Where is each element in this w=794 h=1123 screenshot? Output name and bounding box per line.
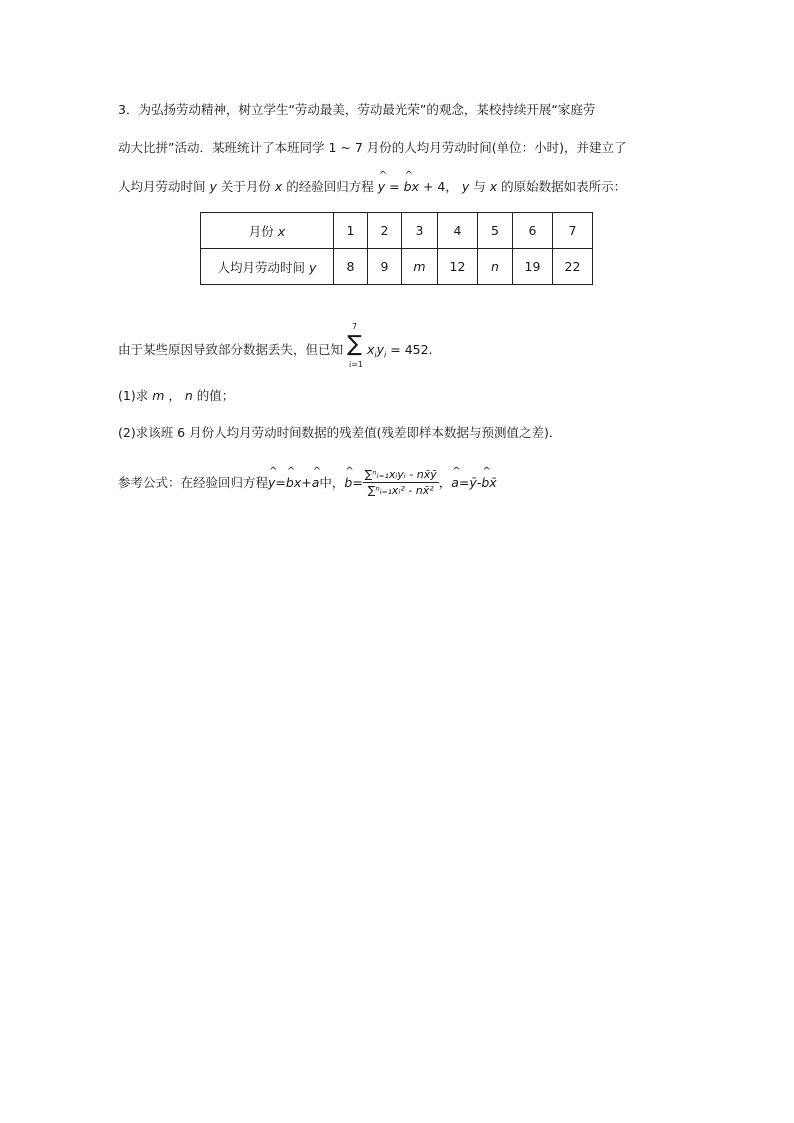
table-cell: 1 — [334, 213, 368, 249]
table-cell: 9 — [368, 249, 402, 285]
fraction — [363, 468, 439, 497]
a-hat: ^ a — [451, 475, 459, 490]
var-y: y — [309, 259, 317, 275]
separator: ， — [438, 475, 452, 490]
sum-body — [366, 342, 433, 360]
minus: - — [476, 474, 482, 490]
question-1 — [118, 386, 234, 404]
var-y: y — [461, 179, 470, 194]
table-cell: 2 — [368, 213, 402, 249]
var-x: x — [489, 179, 498, 194]
b-hat: ^ b — [481, 475, 489, 490]
problem-line-3 — [118, 177, 626, 195]
table-cell: 4 — [438, 213, 478, 249]
table-header-cell — [201, 249, 334, 285]
x-bar: x̄ — [489, 474, 497, 490]
question-2: (2)求该班 6 月份人均月劳动时间数据的残差值(残差即样本数据与预测值之差)． — [118, 425, 562, 440]
text-segment: 的原始数据如表所示： — [501, 179, 627, 194]
text-segment: 中， — [319, 475, 345, 490]
problem-line-2: 动大比拼”活动．某班统计了本班同学 1 ~ 7 月份的人均月劳动时间(单位：小时)，并建立了 — [118, 140, 627, 155]
var-x: x — [366, 342, 375, 357]
known-line — [118, 322, 433, 372]
b-hat: ^ b — [404, 179, 412, 194]
summation — [347, 322, 363, 368]
equals: = — [389, 179, 400, 194]
text-segment: 关于月份 — [220, 179, 271, 194]
y-bar: ȳ — [469, 474, 477, 490]
var-y: y — [209, 179, 217, 194]
var-x: x — [411, 179, 419, 194]
table-row — [201, 213, 593, 249]
row-label: 人均月劳动时间 — [217, 259, 306, 275]
equals: = — [458, 474, 470, 490]
data-table — [200, 212, 593, 285]
text-segment: 的值； — [196, 388, 235, 403]
text-segment: 人均月劳动时间 — [118, 179, 206, 194]
plus: + — [301, 474, 312, 490]
table-cell: m — [402, 249, 438, 285]
text-segment: (1)求 — [118, 388, 149, 403]
var-x: x — [293, 474, 302, 490]
b-hat: ^ b — [286, 475, 294, 490]
subscript: i — [384, 350, 387, 360]
text-segment: 与 — [473, 179, 486, 194]
a-hat: ^ a — [312, 475, 320, 490]
problem-line-1: 3．为弘扬劳动精神，树立学生“劳动最美，劳动最光荣”的观念，某校持续开展“家庭劳 — [118, 102, 596, 117]
formula-label: 参考公式：在经验回归方程 — [118, 475, 269, 490]
table-row — [201, 249, 593, 285]
var-y: y — [376, 342, 385, 357]
table-cell: 22 — [553, 249, 593, 285]
var-m: m — [152, 388, 165, 403]
text-segment: ， — [168, 388, 181, 403]
sum-value: = 452. — [390, 342, 433, 357]
table-cell: 6 — [513, 213, 553, 249]
text-segment: 由于某些原因导致部分数据丢失，但已知 — [118, 342, 344, 357]
table-cell: 19 — [513, 249, 553, 285]
table-cell: 5 — [478, 213, 513, 249]
text-segment: 的经验回归方程 — [286, 179, 374, 194]
equals: = — [275, 474, 286, 490]
b-hat: ^ b — [344, 475, 352, 490]
table-cell: 8 — [334, 249, 368, 285]
var-x: x — [274, 179, 283, 194]
sum-lower: i=1 — [349, 360, 364, 369]
table-cell: 12 — [438, 249, 478, 285]
fraction-numerator: ∑ⁿᵢ₌₁xᵢyᵢ - nx̄ȳ — [364, 467, 437, 481]
subscript: i — [374, 350, 377, 360]
sum-upper: 7 — [352, 322, 358, 331]
sigma-symbol: ∑ — [347, 332, 362, 357]
row-label: 月份 — [248, 223, 274, 239]
var-x: x — [277, 223, 286, 239]
text-segment: + 4， — [422, 179, 458, 194]
reference-formula — [118, 458, 497, 506]
table-cell: 3 — [402, 213, 438, 249]
table-cell: n — [478, 249, 513, 285]
var-n: n — [184, 388, 193, 403]
fraction-denominator: ∑ⁿᵢ₌₁xᵢ² - nx̄² — [367, 483, 434, 497]
table-cell: 7 — [553, 213, 593, 249]
equals: = — [352, 474, 363, 490]
table-header-cell — [201, 213, 334, 249]
y-hat: ^ y — [268, 475, 275, 490]
y-hat: ^ y — [378, 179, 385, 194]
